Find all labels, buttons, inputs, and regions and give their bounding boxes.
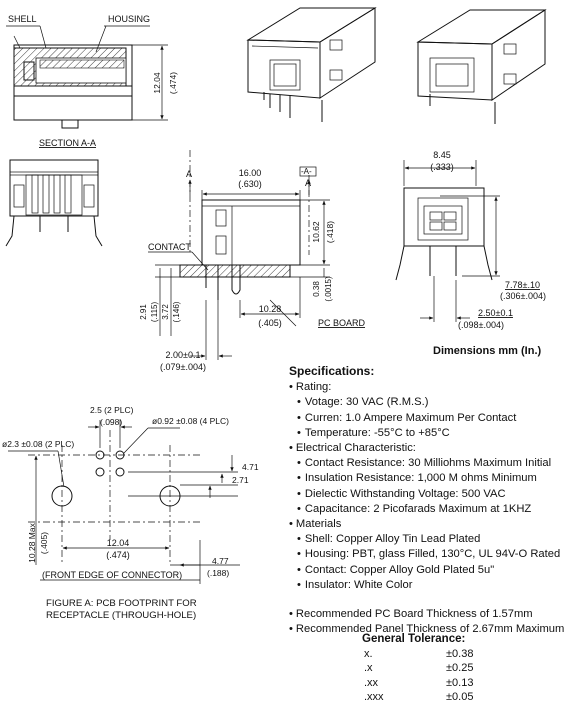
dim-10-62-mm: 10.62: [311, 221, 321, 243]
dim-16-00-in: (.630): [238, 179, 262, 189]
dim-2-50-in: (.098±.004): [458, 320, 504, 330]
tolerance-row: [364, 690, 494, 705]
dim-3-72-in: (.146): [172, 301, 181, 323]
dim-8-45-in: (.333): [430, 162, 454, 172]
fp-12-04-in: (.474): [106, 550, 130, 560]
tolerance-block: [364, 632, 494, 705]
tolerance-title: General Tolerance:: [362, 633, 466, 645]
dim-2-00-mm: 2.00±0.1: [165, 350, 201, 360]
figure-caption-line: FIGURE A: PCB FOOTPRINT FOR: [46, 598, 197, 609]
front-view: [6, 160, 102, 246]
tolerance-value: ±0.13: [446, 676, 474, 689]
fp-2-71: 2.71: [232, 475, 249, 485]
fp-4-77-in: (.188): [207, 568, 230, 578]
spec-item: • Dielectic Withstanding Voltage: 500 VAC: [289, 487, 584, 502]
contact-label: CONTACT: [148, 242, 191, 252]
figure-caption: [46, 598, 216, 622]
spec-item: • Insulator: White Color: [289, 578, 584, 593]
spec-item: • Contact: Copper Alloy Gold Plated 5u": [289, 563, 584, 578]
note-item: • Recommended Panel Thickness of 2.67mm Maximum: [289, 622, 584, 637]
fp-2-5-mm: 2.5 (2 PLC): [90, 405, 134, 415]
dim-12-04-in: (.474): [168, 71, 178, 95]
figure-caption-line: RECEPTACLE (THROUGH-HOLE): [46, 610, 197, 621]
housing-label: HOUSING: [108, 14, 151, 24]
dim-2-91-in: (.115): [150, 301, 159, 323]
tolerance-value: ±0.25: [446, 662, 474, 675]
isometric-view-rear: [418, 10, 545, 124]
dim-16-00-mm: 16.00: [238, 168, 262, 178]
dim-0-38-in: (.0015): [324, 276, 333, 302]
dim-2-91-mm: 2.91: [139, 304, 148, 320]
spec-item: • Housing: PBT, glass Filled, 130°C, UL 94V-O Rated: [289, 547, 584, 562]
tolerance-key: .xx: [364, 676, 379, 689]
section-a-right-label: A: [305, 178, 312, 188]
section-a-left-label: A: [186, 169, 193, 179]
dim-7-78-in: (.306±.004): [500, 291, 546, 301]
fp-4-71: 4.71: [242, 462, 259, 472]
spec-item: • Capacitance: 2 Picofarads Maximum at 1KHZ: [289, 502, 584, 517]
dim-10-28-mm: 10.28: [258, 304, 282, 314]
datum-a-box: -A-: [301, 167, 312, 176]
section-label: SECTION A-A: [39, 138, 97, 148]
dim-10-28-in: (.405): [258, 318, 282, 328]
isometric-view-front: [248, 8, 375, 122]
dim-0-38-mm: 0.38: [312, 281, 321, 297]
tolerance-row: [364, 647, 494, 662]
fp-10-28-in: (.405): [39, 531, 49, 555]
materials-heading: • Materials: [289, 517, 584, 532]
front-edge-label: (FRONT EDGE OF CONNECTOR): [42, 570, 183, 580]
spec-item: • Temperature: -55°C to +85°C: [289, 426, 584, 441]
shell-label: SHELL: [8, 14, 37, 24]
spec-item: • Votage: 30 VAC (R.M.S.): [289, 395, 584, 410]
electrical-heading: • Electrical Characteristic:: [289, 441, 584, 456]
tolerance-value: ±0.38: [446, 647, 474, 660]
tolerance-key: x.: [364, 647, 373, 660]
dim-3-72-mm: 3.72: [161, 304, 170, 320]
dimensions-caption: Dimensions mm (In.): [433, 345, 542, 357]
rating-heading: • Rating:: [289, 380, 584, 395]
note-item: • Recommended PC Board Thickness of 1.57mm: [289, 607, 584, 622]
dim-12-04-mm: 12.04: [152, 72, 162, 94]
dim-7-78-mm: 7.78±.10: [505, 280, 540, 290]
fp-12-04-mm: 12.04: [106, 538, 130, 548]
fp-4-77-mm: 4.77: [212, 556, 229, 566]
spec-item: • Curren: 1.0 Ampere Maximum Per Contact: [289, 411, 584, 426]
fp-2-5-in: (.098): [100, 417, 123, 427]
dim-8-45-mm: 8.45: [433, 150, 451, 160]
spec-item: • Shell: Copper Alloy Tin Lead Plated: [289, 532, 584, 547]
dim-2-50-mm: 2.50±0.1: [478, 308, 513, 318]
rear-view: [396, 160, 500, 322]
section-a-a-view: [6, 26, 168, 128]
dim-10-62-in: (.418): [325, 220, 335, 244]
tolerance-row: [364, 661, 494, 676]
dim-2-00-in: (.079±.004): [160, 362, 206, 372]
fp-10-28-mm: 10.28 Max: [27, 523, 37, 563]
tolerance-value: ±0.05: [446, 691, 474, 704]
spec-item: • Contact Resistance: 30 Milliohms Maximum Initial: [289, 456, 584, 471]
tolerance-row: [364, 676, 494, 691]
fp-0-92-hole: ø0.92 ±0.08 (4 PLC): [152, 416, 229, 426]
fp-2-3-hole: ø2.3 ±0.08 (2 PLC): [2, 439, 75, 449]
pc-board-label: PC BOARD: [318, 318, 366, 328]
spec-item: • Insulation Resistance: 1,000 M ohms Minimum: [289, 471, 584, 486]
tolerance-key: .x: [364, 662, 373, 675]
specifications-title: Specifications:: [289, 364, 375, 378]
tolerance-key: .xxx: [364, 691, 384, 704]
specifications-block: [289, 364, 584, 637]
